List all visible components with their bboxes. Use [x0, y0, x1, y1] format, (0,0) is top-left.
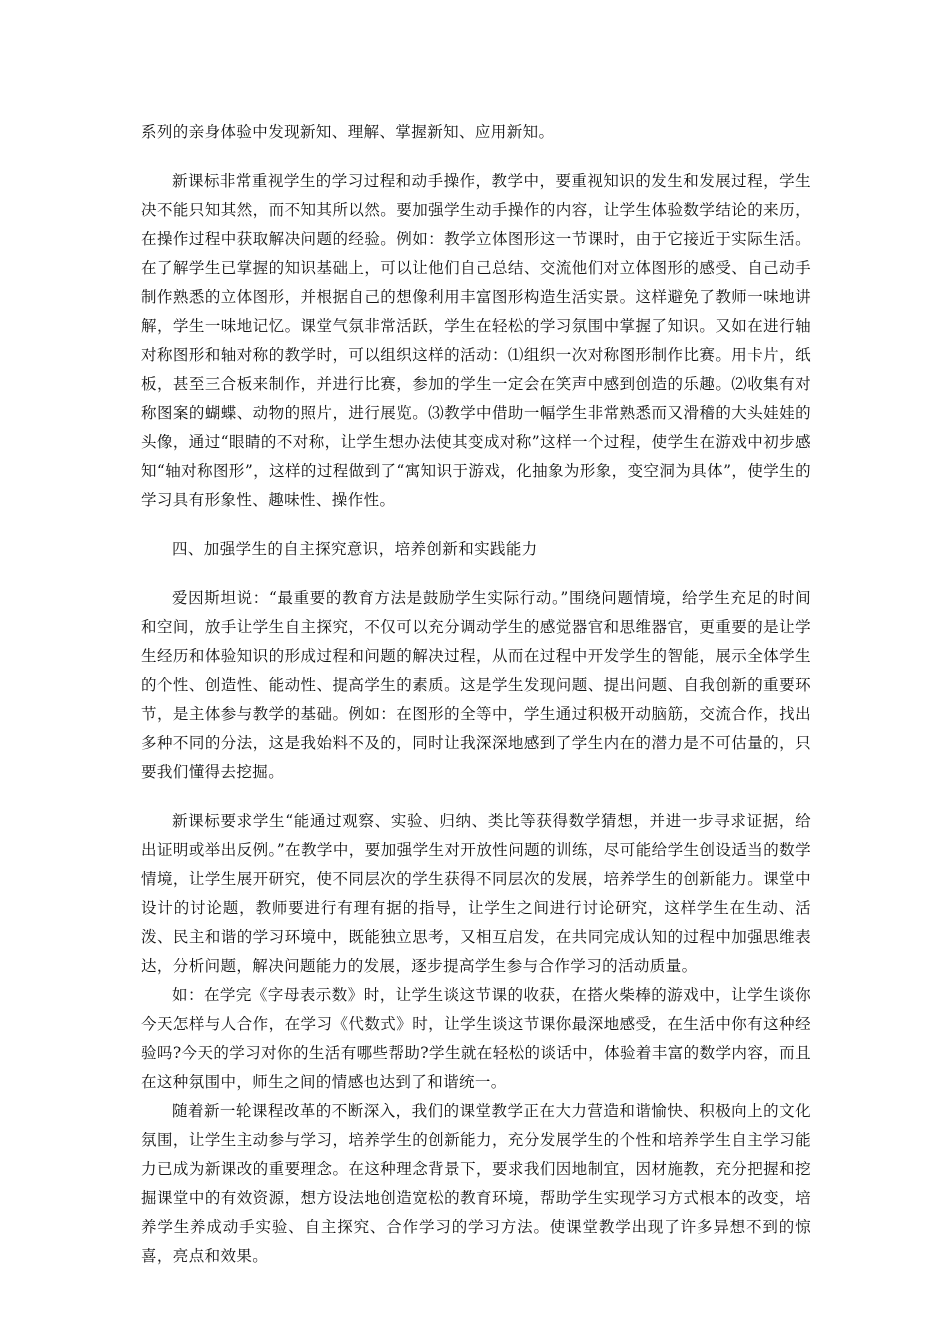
paragraph-conclusion: 随着新一轮课程改革的不断深入，我们的课堂教学正在大力营造和谐愉快、积极向上的文化氛围，让学生主动参与学习，培养学生的创新能力，充分发展学生的个性和培养学生自主学习能力已成为新课改的重要理念。在这种理念背景下，要求我们因地制宜，因材施教，充分把握和挖掘课堂中的有效资源，想方设法地创造宽松的教育环境，帮助学生实现学习方式根本的改变，培养学生养成动手实验、自主探究、合作学习的学习方法。使课堂教学出现了许多异想不到的惊喜，亮点和效果。	[141, 1102, 811, 1265]
document-body	[141, 118, 811, 1271]
paragraph-einstein: 爱因斯坦说：“最重要的教育方法是鼓励学生实际行动。”围绕问题情境，给学生充足的时间和空间，放手让学生自主探究，不仅可以充分调动学生的感觉器官和思维器官，更重要的是让学生经历和体验知识的形成过程和问题的解决过程，从而在过程中开发学生的智能，展示全体学生的个性、创造性、能动性、提高学生的素质。这是学生发现问题、提出问题、自我创新的重要环节，是主体参与教学的基础。例如：在图形的全等中，学生通过积极开动脑筋，交流合作，找出多种不同的分法，这是我始料不及的，同时让我深深地感到了学生内在的潜力是不可估量的，只要我们懂得去挖掘。	[141, 589, 811, 781]
paragraph-continuation: 系列的亲身体验中发现新知、理解、掌握新知、应用新知。	[141, 123, 555, 141]
paragraph-hands-on: 新课标非常重视学生的学习过程和动手操作，教学中，要重视知识的发生和发展过程，学生决不能只知其然，而不知其所以然。要加强学生动手操作的内容，让学生体验数学结论的来历，在操作过程中获取解决问题的经验。例如：教学立体图形这一节课时，由于它接近于实际生活。在了解学生已掌握的知识基础上，可以让他们自己总结、交流他们对立体图形的感受、自己动手制作熟悉的立体图形，并根据自己的想像利用丰富图形构造生活实景。这样避免了教师一味地讲解，学生一味地记忆。课堂气氛非常活跃，学生在轻松的学习氛围中掌握了知识。又如在进行轴对称图形和轴对称的教学时，可以组织这样的活动：⑴组织一次对称图形制作比赛。用卡片，纸板，甚至三合板来制作，并进行比赛，参加的学生一定会在笑声中感到创造的乐趣。⑵收集有对称图案的蝴蝶、动物的照片，进行展览。⑶教学中借助一幅学生非常熟悉而又滑稽的大头娃娃的头像，通过“眼睛的不对称，让学生想办法使其变成对称”这样一个过程，使学生在游戏中初步感知“轴对称图形”，这样的过程做到了“寓知识于游戏，化抽象为形象，变空洞为具体”，使学生的学习具有形象性、趣味性、操作性。	[141, 172, 811, 509]
paragraph-example: 如：在学完《字母表示数》时，让学生谈这节课的收获，在搭火柴棒的游戏中，让学生谈你今天怎样与人合作，在学习《代数式》时，让学生谈这节课你最深地感受，在生活中你有这种经验吗?今天的学习对你的生活有哪些帮助?学生就在轻松的谈话中，体验着丰富的数学内容，而且在这种氛围中，师生之间的情感也达到了和谐统一。	[141, 986, 811, 1091]
paragraph-curriculum: 新课标要求学生“能通过观察、实验、归纳、类比等获得数学猜想，并进一步寻求证据，给出证明或举出反例。”在教学中，要加强学生对开放性问题的训练，尽可能给学生创设适当的数学情境，让学生展开研究，使不同层次的学生获得不同层次的发展，培养学生的创新能力。课堂中设计的讨论题，教师要进行有理有据的指导，让学生之间进行讨论研究，这样学生在生动、活泼、民主和谐的学习环境中，既能独立思考，又相互启发，在共同完成认知的过程中加强思维表达，分析问题，解决问题能力的发展，逐步提高学生参与合作学习的活动质量。	[141, 812, 811, 975]
section-heading: 四、加强学生的自主探究意识，培养创新和实践能力	[172, 540, 538, 558]
